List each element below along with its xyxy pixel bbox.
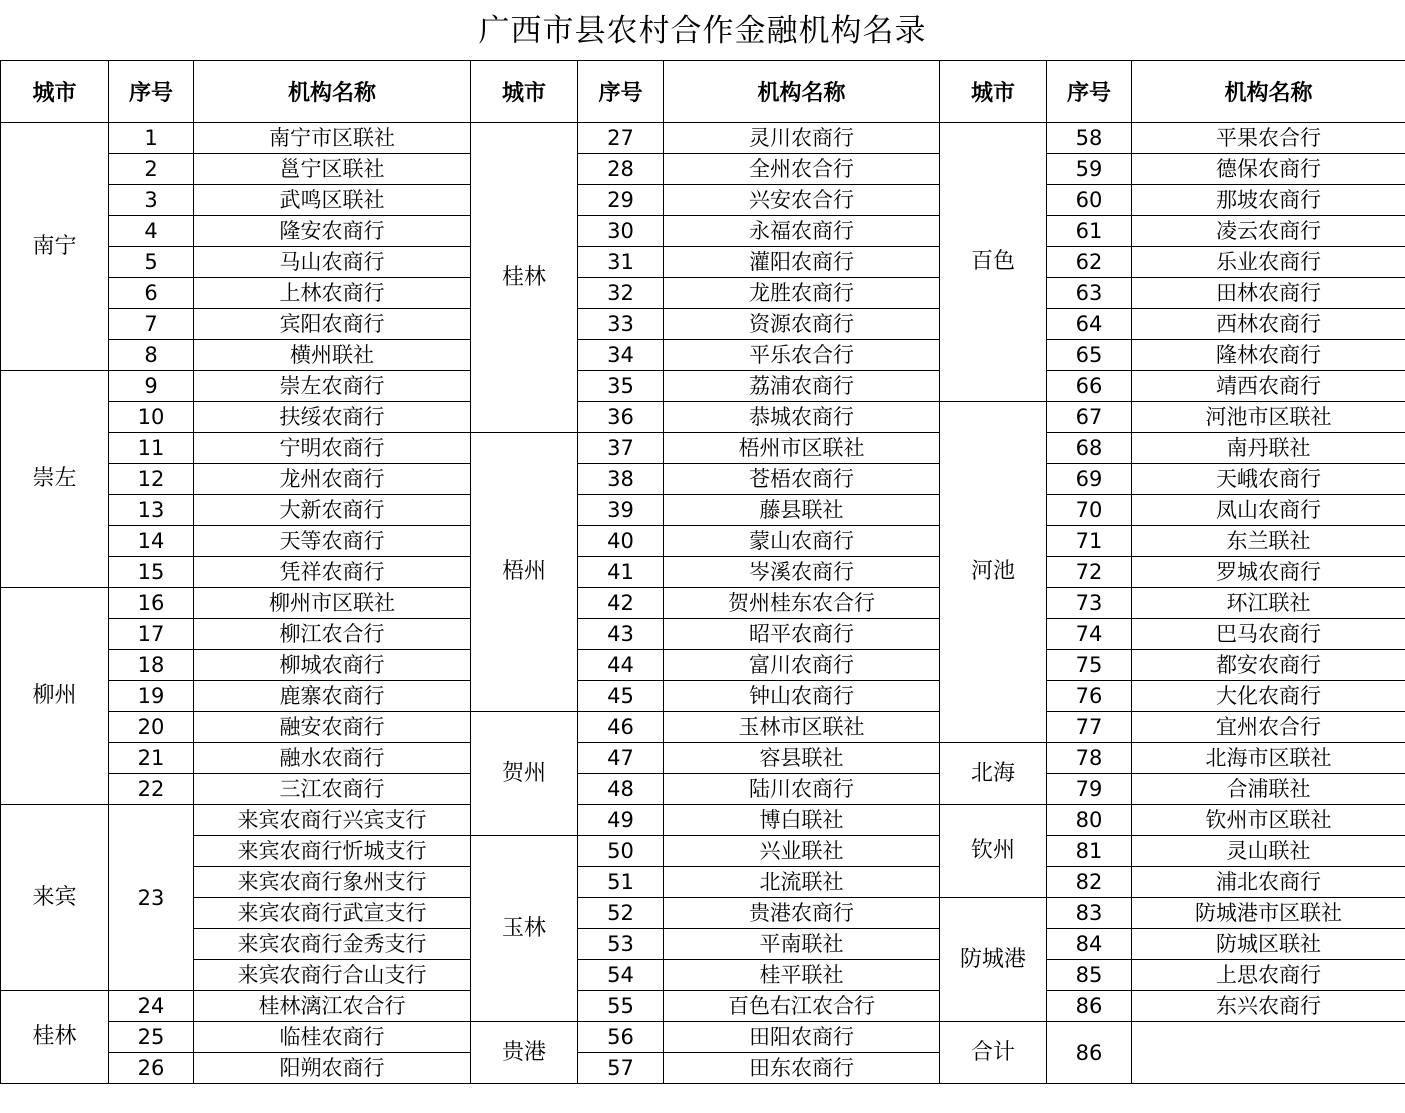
table-row <box>1 1022 1405 1053</box>
row-number: 18 <box>109 650 194 681</box>
row-number: 77 <box>1047 712 1132 743</box>
institution-name: 柳城农商行 <box>194 650 471 681</box>
institution-name: 凌云农商行 <box>1132 216 1405 247</box>
institution-name: 马山农商行 <box>194 247 471 278</box>
row-number: 22 <box>109 774 194 805</box>
table-row <box>1 619 1405 650</box>
city-cell: 钦州 <box>940 805 1047 898</box>
row-number: 85 <box>1047 960 1132 991</box>
table-row <box>1 898 1405 929</box>
table-row <box>1 960 1405 991</box>
row-number: 64 <box>1047 309 1132 340</box>
institution-name: 临桂农商行 <box>194 1022 471 1053</box>
city-cell: 北海 <box>940 743 1047 805</box>
row-number: 75 <box>1047 650 1132 681</box>
institution-name: 钟山农商行 <box>664 681 940 712</box>
institution-name: 容县联社 <box>664 743 940 774</box>
institution-name: 乐业农商行 <box>1132 247 1405 278</box>
total-value: 86 <box>1047 1022 1132 1084</box>
row-number: 45 <box>578 681 664 712</box>
institution-name: 柳州市区联社 <box>194 588 471 619</box>
row-number: 53 <box>578 929 664 960</box>
row-number: 79 <box>1047 774 1132 805</box>
table-row <box>1 557 1405 588</box>
row-number: 12 <box>109 464 194 495</box>
city-cell: 桂林 <box>1 991 109 1084</box>
table-body <box>1 123 1405 1084</box>
row-number: 36 <box>578 402 664 433</box>
institution-name: 昭平农商行 <box>664 619 940 650</box>
row-number: 65 <box>1047 340 1132 371</box>
row-number: 33 <box>578 309 664 340</box>
institution-name: 富川农商行 <box>664 650 940 681</box>
institution-name: 合浦联社 <box>1132 774 1405 805</box>
table-row <box>1 340 1405 371</box>
institution-name: 宾阳农商行 <box>194 309 471 340</box>
header-name: 机构名称 <box>1132 61 1405 123</box>
row-number: 71 <box>1047 526 1132 557</box>
row-number: 16 <box>109 588 194 619</box>
row-number: 17 <box>109 619 194 650</box>
table-row <box>1 774 1405 805</box>
row-number: 41 <box>578 557 664 588</box>
table-row <box>1 402 1405 433</box>
row-number: 50 <box>578 836 664 867</box>
row-number: 38 <box>578 464 664 495</box>
row-number: 39 <box>578 495 664 526</box>
city-cell: 河池 <box>940 402 1047 743</box>
institution-table <box>0 60 1405 1084</box>
row-number: 27 <box>578 123 664 154</box>
page-title: 广西市县农村合作金融机构名录 <box>478 13 927 49</box>
institution-name: 贵港农商行 <box>664 898 940 929</box>
row-number: 19 <box>109 681 194 712</box>
row-number: 73 <box>1047 588 1132 619</box>
institution-name: 大新农商行 <box>194 495 471 526</box>
table-row <box>1 743 1405 774</box>
row-number: 62 <box>1047 247 1132 278</box>
row-number: 15 <box>109 557 194 588</box>
city-cell: 防城港 <box>940 898 1047 1022</box>
institution-name: 田东农商行 <box>664 1053 940 1084</box>
table-row <box>1 681 1405 712</box>
row-number: 1 <box>109 123 194 154</box>
row-number: 7 <box>109 309 194 340</box>
institution-name: 大化农商行 <box>1132 681 1405 712</box>
institution-name: 天等农商行 <box>194 526 471 557</box>
row-number: 55 <box>578 991 664 1022</box>
institution-name: 资源农商行 <box>664 309 940 340</box>
row-number: 13 <box>109 495 194 526</box>
institution-name: 融安农商行 <box>194 712 471 743</box>
institution-name: 灌阳农商行 <box>664 247 940 278</box>
institution-name: 全州农合行 <box>664 154 940 185</box>
row-number: 78 <box>1047 743 1132 774</box>
institution-name: 来宾农商行金秀支行 <box>194 929 471 960</box>
institution-name: 巴马农商行 <box>1132 619 1405 650</box>
institution-name: 博白联社 <box>664 805 940 836</box>
institution-name: 那坡农商行 <box>1132 185 1405 216</box>
institution-name: 宜州农合行 <box>1132 712 1405 743</box>
row-number: 63 <box>1047 278 1132 309</box>
institution-name: 北海市区联社 <box>1132 743 1405 774</box>
row-number: 43 <box>578 619 664 650</box>
institution-name: 河池市区联社 <box>1132 402 1405 433</box>
table-row <box>1 929 1405 960</box>
city-cell: 梧州 <box>471 433 578 712</box>
institution-name: 罗城农商行 <box>1132 557 1405 588</box>
table-row <box>1 588 1405 619</box>
institution-name: 上林农商行 <box>194 278 471 309</box>
table-row <box>1 185 1405 216</box>
row-number: 76 <box>1047 681 1132 712</box>
row-number: 74 <box>1047 619 1132 650</box>
row-number: 70 <box>1047 495 1132 526</box>
row-number: 11 <box>109 433 194 464</box>
institution-name: 藤县联社 <box>664 495 940 526</box>
row-number: 48 <box>578 774 664 805</box>
table-row <box>1 216 1405 247</box>
institution-name: 荔浦农商行 <box>664 371 940 402</box>
row-number: 30 <box>578 216 664 247</box>
table-row <box>1 712 1405 743</box>
institution-name: 来宾农商行合山支行 <box>194 960 471 991</box>
table-row <box>1 278 1405 309</box>
row-number: 56 <box>578 1022 664 1053</box>
row-number: 32 <box>578 278 664 309</box>
city-cell: 崇左 <box>1 371 109 588</box>
institution-name: 钦州市区联社 <box>1132 805 1405 836</box>
institution-name: 柳江农合行 <box>194 619 471 650</box>
institution-name: 田林农商行 <box>1132 278 1405 309</box>
table-row <box>1 154 1405 185</box>
institution-name: 靖西农商行 <box>1132 371 1405 402</box>
institution-name: 岑溪农商行 <box>664 557 940 588</box>
row-number: 60 <box>1047 185 1132 216</box>
table-row <box>1 650 1405 681</box>
row-number: 40 <box>578 526 664 557</box>
institution-name: 阳朔农商行 <box>194 1053 471 1084</box>
row-number: 9 <box>109 371 194 402</box>
institution-name: 来宾农商行象州支行 <box>194 867 471 898</box>
row-number: 72 <box>1047 557 1132 588</box>
institution-name: 灵山联社 <box>1132 836 1405 867</box>
row-number: 35 <box>578 371 664 402</box>
row-number: 46 <box>578 712 664 743</box>
row-number: 29 <box>578 185 664 216</box>
institution-name: 三江农商行 <box>194 774 471 805</box>
institution-name: 梧州市区联社 <box>664 433 940 464</box>
header-city: 城市 <box>940 61 1047 123</box>
institution-name: 邕宁区联社 <box>194 154 471 185</box>
row-number: 58 <box>1047 123 1132 154</box>
institution-name: 东兴农商行 <box>1132 991 1405 1022</box>
row-number: 20 <box>109 712 194 743</box>
row-number: 44 <box>578 650 664 681</box>
row-number: 28 <box>578 154 664 185</box>
row-number: 21 <box>109 743 194 774</box>
header-no: 序号 <box>109 61 194 123</box>
institution-name: 来宾农商行武宣支行 <box>194 898 471 929</box>
institution-name: 来宾农商行忻城支行 <box>194 836 471 867</box>
institution-name: 融水农商行 <box>194 743 471 774</box>
header-name: 机构名称 <box>664 61 940 123</box>
institution-name: 南丹联社 <box>1132 433 1405 464</box>
institution-name: 浦北农商行 <box>1132 867 1405 898</box>
row-number: 42 <box>578 588 664 619</box>
row-number: 23 <box>109 805 194 991</box>
row-number: 26 <box>109 1053 194 1084</box>
institution-name: 崇左农商行 <box>194 371 471 402</box>
row-number: 80 <box>1047 805 1132 836</box>
institution-name: 灵川农商行 <box>664 123 940 154</box>
row-number: 61 <box>1047 216 1132 247</box>
institution-name: 平果农合行 <box>1132 123 1405 154</box>
row-number: 54 <box>578 960 664 991</box>
city-cell: 柳州 <box>1 588 109 805</box>
table-row <box>1 526 1405 557</box>
institution-name: 蒙山农商行 <box>664 526 940 557</box>
institution-name: 恭城农商行 <box>664 402 940 433</box>
institution-name: 北流联社 <box>664 867 940 898</box>
row-number: 37 <box>578 433 664 464</box>
institution-name: 玉林市区联社 <box>664 712 940 743</box>
institution-name: 兴业联社 <box>664 836 940 867</box>
institution-name: 上思农商行 <box>1132 960 1405 991</box>
institution-name: 平南联社 <box>664 929 940 960</box>
institution-name: 来宾农商行兴宾支行 <box>194 805 471 836</box>
table-row <box>1 309 1405 340</box>
city-cell: 玉林 <box>471 836 578 1022</box>
header-row <box>1 61 1405 123</box>
institution-name: 都安农商行 <box>1132 650 1405 681</box>
total-label: 合计 <box>940 1022 1047 1084</box>
row-number: 84 <box>1047 929 1132 960</box>
table-row <box>1 247 1405 278</box>
institution-name: 宁明农商行 <box>194 433 471 464</box>
header-city: 城市 <box>471 61 578 123</box>
header-no: 序号 <box>1047 61 1132 123</box>
institution-name: 隆林农商行 <box>1132 340 1405 371</box>
row-number: 5 <box>109 247 194 278</box>
row-number: 67 <box>1047 402 1132 433</box>
institution-name: 田阳农商行 <box>664 1022 940 1053</box>
institution-name: 兴安农合行 <box>664 185 940 216</box>
row-number: 31 <box>578 247 664 278</box>
row-number: 83 <box>1047 898 1132 929</box>
city-cell: 南宁 <box>1 123 109 371</box>
institution-name: 平乐农合行 <box>664 340 940 371</box>
row-number: 66 <box>1047 371 1132 402</box>
institution-name: 桂林漓江农合行 <box>194 991 471 1022</box>
city-cell: 贺州 <box>471 712 578 836</box>
institution-name: 环江联社 <box>1132 588 1405 619</box>
table-row <box>1 123 1405 154</box>
city-cell: 来宾 <box>1 805 109 991</box>
row-number: 4 <box>109 216 194 247</box>
row-number: 82 <box>1047 867 1132 898</box>
table-row <box>1 433 1405 464</box>
institution-name: 天峨农商行 <box>1132 464 1405 495</box>
table-row <box>1 805 1405 836</box>
institution-name: 东兰联社 <box>1132 526 1405 557</box>
institution-name: 横州联社 <box>194 340 471 371</box>
institution-name: 陆川农商行 <box>664 774 940 805</box>
row-number: 47 <box>578 743 664 774</box>
institution-name: 防城区联社 <box>1132 929 1405 960</box>
institution-name: 苍梧农商行 <box>664 464 940 495</box>
row-number: 34 <box>578 340 664 371</box>
institution-name: 永福农商行 <box>664 216 940 247</box>
institution-name: 百色右江农合行 <box>664 991 940 1022</box>
header-city: 城市 <box>1 61 109 123</box>
row-number: 8 <box>109 340 194 371</box>
header-name: 机构名称 <box>194 61 471 123</box>
institution-name: 凤山农商行 <box>1132 495 1405 526</box>
row-number: 3 <box>109 185 194 216</box>
table-row <box>1 495 1405 526</box>
institution-name: 鹿寨农商行 <box>194 681 471 712</box>
city-cell: 桂林 <box>471 123 578 433</box>
row-number: 68 <box>1047 433 1132 464</box>
row-number: 52 <box>578 898 664 929</box>
row-number: 2 <box>109 154 194 185</box>
table-row <box>1 991 1405 1022</box>
row-number: 49 <box>578 805 664 836</box>
table-row <box>1 867 1405 898</box>
row-number: 6 <box>109 278 194 309</box>
institution-name: 桂平联社 <box>664 960 940 991</box>
city-cell: 百色 <box>940 123 1047 402</box>
empty-cell <box>1132 1022 1405 1084</box>
institution-name: 扶绥农商行 <box>194 402 471 433</box>
city-cell: 贵港 <box>471 1022 578 1084</box>
row-number: 57 <box>578 1053 664 1084</box>
header-no: 序号 <box>578 61 664 123</box>
institution-name: 龙胜农商行 <box>664 278 940 309</box>
row-number: 59 <box>1047 154 1132 185</box>
institution-name: 凭祥农商行 <box>194 557 471 588</box>
institution-name: 贺州桂东农合行 <box>664 588 940 619</box>
institution-name: 西林农商行 <box>1132 309 1405 340</box>
institution-name: 德保农商行 <box>1132 154 1405 185</box>
institution-name: 龙州农商行 <box>194 464 471 495</box>
row-number: 69 <box>1047 464 1132 495</box>
table-row <box>1 464 1405 495</box>
institution-name: 隆安农商行 <box>194 216 471 247</box>
row-number: 24 <box>109 991 194 1022</box>
row-number: 25 <box>109 1022 194 1053</box>
row-number: 14 <box>109 526 194 557</box>
row-number: 10 <box>109 402 194 433</box>
institution-name: 南宁市区联社 <box>194 123 471 154</box>
row-number: 86 <box>1047 991 1132 1022</box>
table-row <box>1 836 1405 867</box>
row-number: 51 <box>578 867 664 898</box>
institution-name: 防城港市区联社 <box>1132 898 1405 929</box>
row-number: 81 <box>1047 836 1132 867</box>
table-row <box>1 371 1405 402</box>
institution-name: 武鸣区联社 <box>194 185 471 216</box>
